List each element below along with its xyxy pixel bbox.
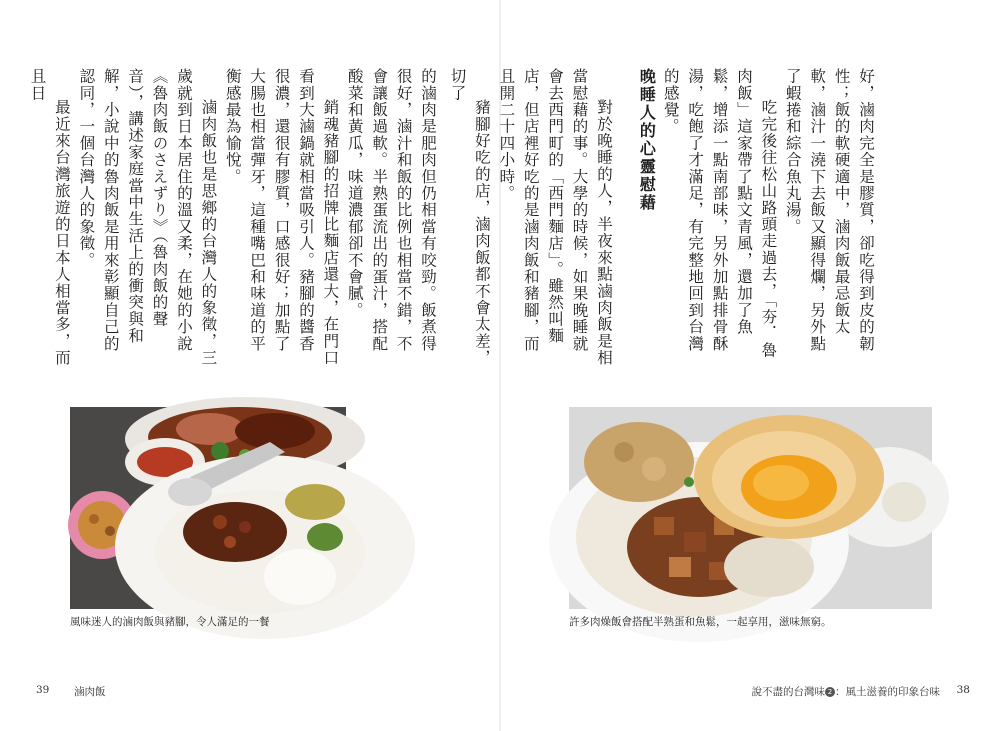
right-paragraph-2: 吃完後往松山路頭走過去，「夯．魯肉飯」這家帶了點文青風，還加了魚鬆，增添一點南部味，另外加點排骨酥湯，吃飽了才滿足，有完整地回到台灣的感覺。 [661,68,778,359]
left-paragraph-2: 銷魂豬腳的招牌比麵店還大，在門口看到大滷鍋就相當吸引人。豬腳的醬香很濃，還很有膠質，口感很好；加點了大腸也相當彈牙，這種嘴巴和味道的平衡感最為愉悅。 [223,68,340,367]
left-paragraph-4: 最近來台灣旅遊的日本人相當多，而且日 [28,68,71,367]
pork-rice-egg-photo [569,407,932,609]
section-heading: 晚睡人的心靈慰藉 [637,68,657,212]
volume-number-badge: 2 [825,687,835,697]
right-photo-caption: 許多肉燥飯會搭配半熟蛋和魚鬆，一起享用，滋味無窮。 [569,616,832,628]
running-title-suffix: ：風土滋養的印象台味 [835,686,940,698]
left-running-title: 滷肉飯 [74,686,106,698]
running-title-prefix: 說不盡的台灣味 [751,686,825,698]
left-paragraph-1: 的滷肉是肥肉但仍相當有咬勁。飯煮得很好，滷汁和飯的比例也相當不錯，不會讓飯過軟。半熟蛋流出的蛋汁，搭配酸菜和黃瓜，味道濃郁卻不會膩。 [345,68,437,352]
right-paragraph-3: 對於晚睡的人，半夜來點滷肉飯是相當慰藉的事。大學的時候，如果晚睡就會去西門町的「西門麵店」。雖然叫麵店，但店裡好吃的是滷肉飯和豬腳，而且開二十四小時。 [497,68,613,367]
left-paragraph-3: 滷肉飯也是思鄉的台灣人的象徵，三歲就到日本居住的溫又柔，在她的小說《魯肉飯のさえずり》（魯肉飯的聲音），講述家庭當中生活上的衝突與和解，小說中的魯肉飯是用來彰顯自己的認同，一個台灣人的象徵。 [77,68,218,367]
left-page-number: 39 [36,684,50,696]
right-page-number: 38 [956,684,970,696]
braised-pork-rice-photo [70,407,346,609]
right-page-body [448,68,878,368]
left-page-body [28,68,440,368]
right-paragraph-4: 豬腳好吃的店，滷肉飯都不會太差，切了 [448,68,491,367]
right-running-title [752,684,941,699]
left-photo-caption: 風味迷人的滷肉飯與豬腳，令人滿足的一餐 [70,616,270,628]
right-paragraph-1: 好，滷肉完全是膠質，卻吃得到皮的韌性；飯的軟硬適中，滷肉飯最忌飯太軟，滷汁一澆下去飯又顯得爛，另外點了蝦捲和綜合魚丸湯。 [783,68,875,352]
